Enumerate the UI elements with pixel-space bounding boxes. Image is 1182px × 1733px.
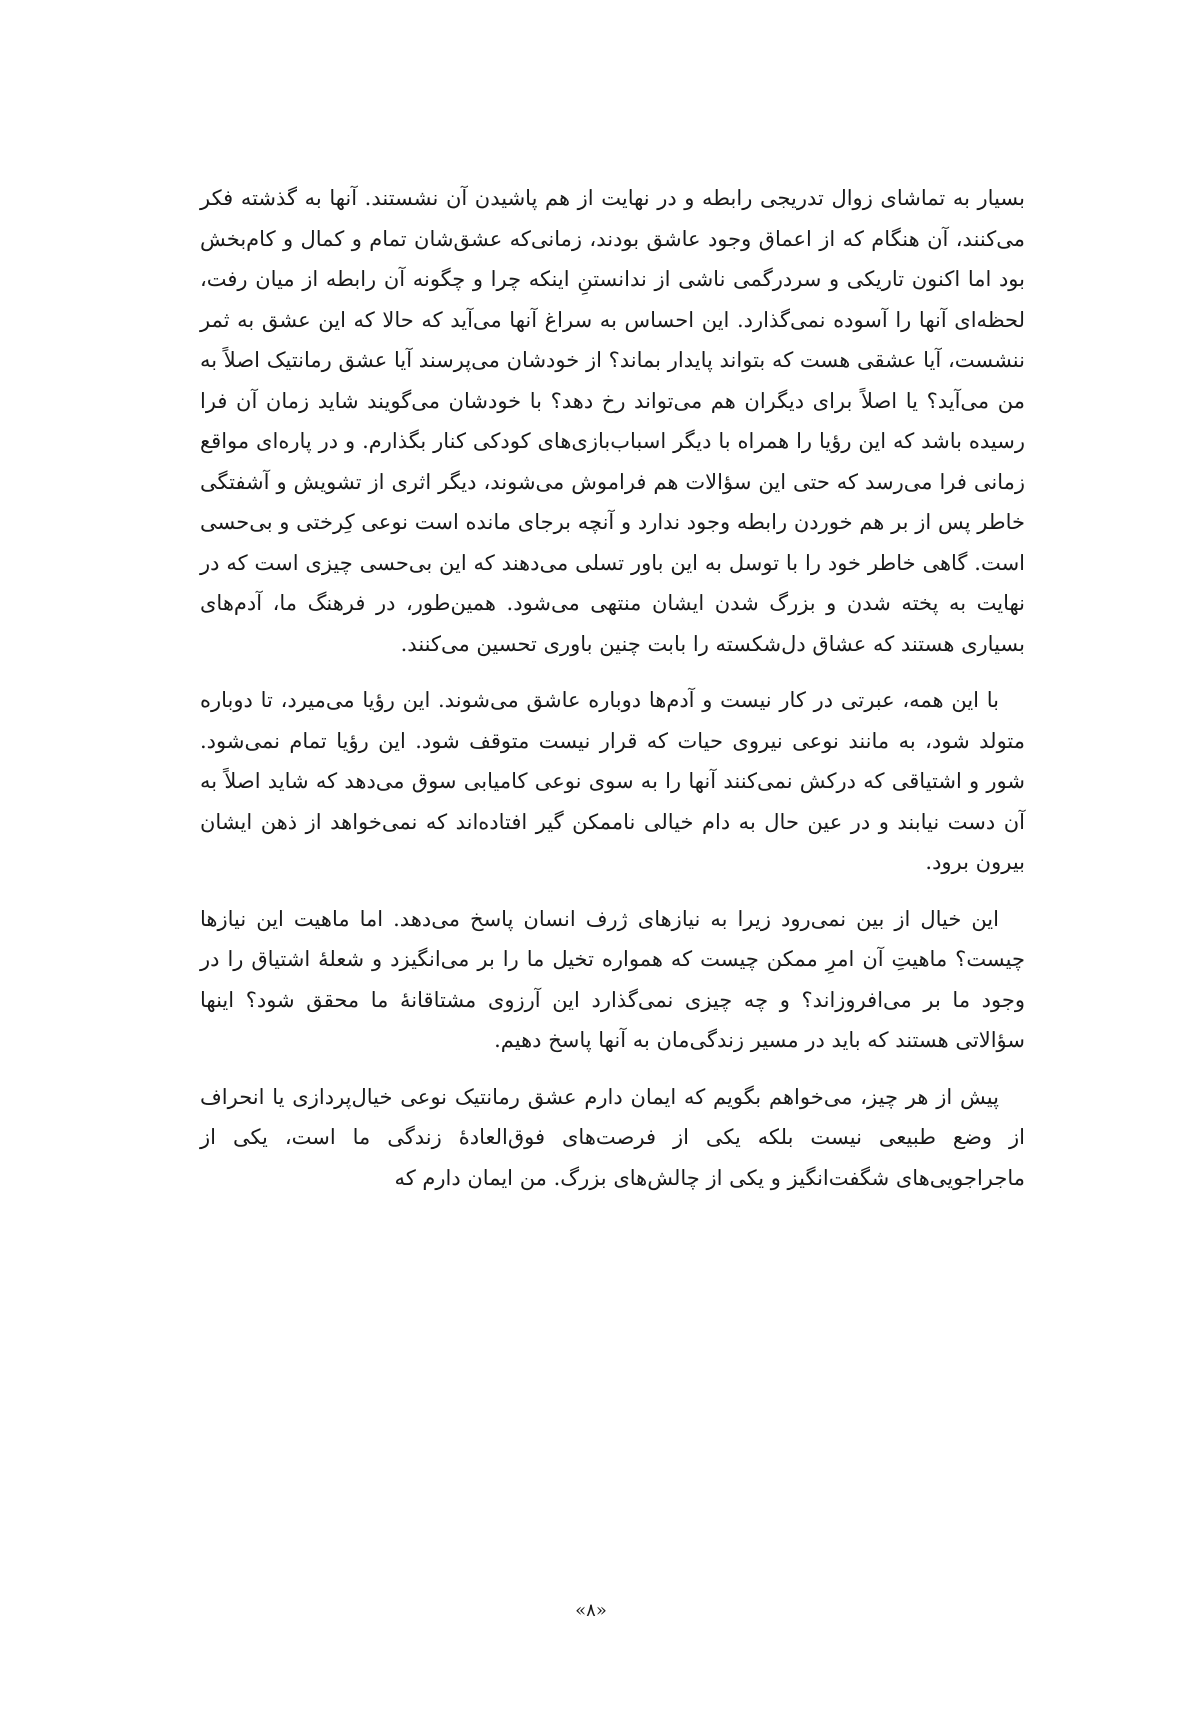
body-text bbox=[200, 178, 1025, 1214]
page-number: «۸» bbox=[575, 1600, 607, 1621]
paragraph-2: با این همه، عبرتی در کار نیست و آدم‌ها دوباره عاشق می‌شوند. این رؤیا می‌میرد، تا دوباره متولد شود، به مانند نوعی نیروی حیات که قرار نیست متوقف شود. این رؤیا تمام نمی‌شود. شور و اشتیاقی که درکش نمی‌کنند آنها را به سوی نوعی کامیابی سوق می‌دهد که شاید اصلاً به آن دست نیابند و در عین حال به دام خیالی ناممکن گیر افتاده‌اند که نمی‌خواهد از ذهن ایشان بیرون برود. bbox=[200, 688, 1025, 874]
paragraph-3: این خیال از بین نمی‌رود زیرا به نیازهای ژرف انسان پاسخ می‌دهد. اما ماهیت این نیازها چیست؟ ماهیتِ آن امرِ ممکن چیست که همواره تخیل ما را بر می‌انگیزد و شعلهٔ اشتیاق را در وجود ما بر می‌افروزاند؟ و چه چیزی نمی‌گذارد این آرزوی مشتاقانهٔ ما محقق شود؟ اینها سؤالاتی هستند که باید در مسیر زندگی‌مان به آنها پاسخ دهیم. bbox=[200, 906, 1026, 1052]
paragraph-4: پیش از هر چیز، می‌خواهم بگویم که ایمان دارم عشق رمانتیک نوعی خیال‌پردازی یا انحراف از وضع طبیعی نیست بلکه یکی از فرصت‌های فوق‌العادهٔ زندگی ما است، یکی از ماجراجویی‌های شگفت‌انگیز و یکی از چالش‌های بزرگ. من ایمان دارم که bbox=[200, 1084, 1025, 1190]
paragraph-1: بسیار به تماشای زوال تدریجی رابطه و در نهایت از هم پاشیدن آن نشستند. آنها به گذشته فکر می‌کنند، آن هنگام که از اعماق وجود عاشق بودند، زمانی‌که عشق‌شان تمام و کمال و کام‌بخش بود اما اکنون تاریکی و سردرگمی ناشی از ندانستنِ اینکه چرا و چگونه آن رابطه از میان رفت، لحظه‌ای آنها را آسوده نمی‌گذارد. این احساس به سراغ آنها می‌آید که حالا که این عشق به ثمر ننشست، آیا عشقی هست که بتواند پایدار بماند؟ از خودشان می‌پرسند آیا عشق رمانتیک اصلاً به من می‌آید؟ یا اصلاً برای دیگران هم می‌تواند رخ دهد؟ با خودشان می‌گویند شاید زمان آن فرا رسیده باشد که این رؤیا را همراه با دیگر اسباب‌بازی‌های کودکی کنار بگذارم. و در پاره‌ای مواقع زمانی فرا می‌رسد که حتی این سؤالات هم فراموش می‌شوند، دیگر اثری از تشویش و آشفتگی خاطر پس از بر هم خوردن رابطه وجود ندارد و آنچه برجای مانده است نوعی کِرختی و بی‌حسی است. گاهی خاطر خود را با توسل به این باور تسلی می‌دهند که این بی‌حسی چیزی است که در نهایت به پخته شدن و بزرگ شدن ایشان منتهی می‌شود. همین‌طور، در فرهنگ ما، آدم‌های بسیاری هستند که عشاق دل‌شکسته را بابت چنین باوری تحسین می‌کنند. bbox=[200, 186, 1025, 656]
